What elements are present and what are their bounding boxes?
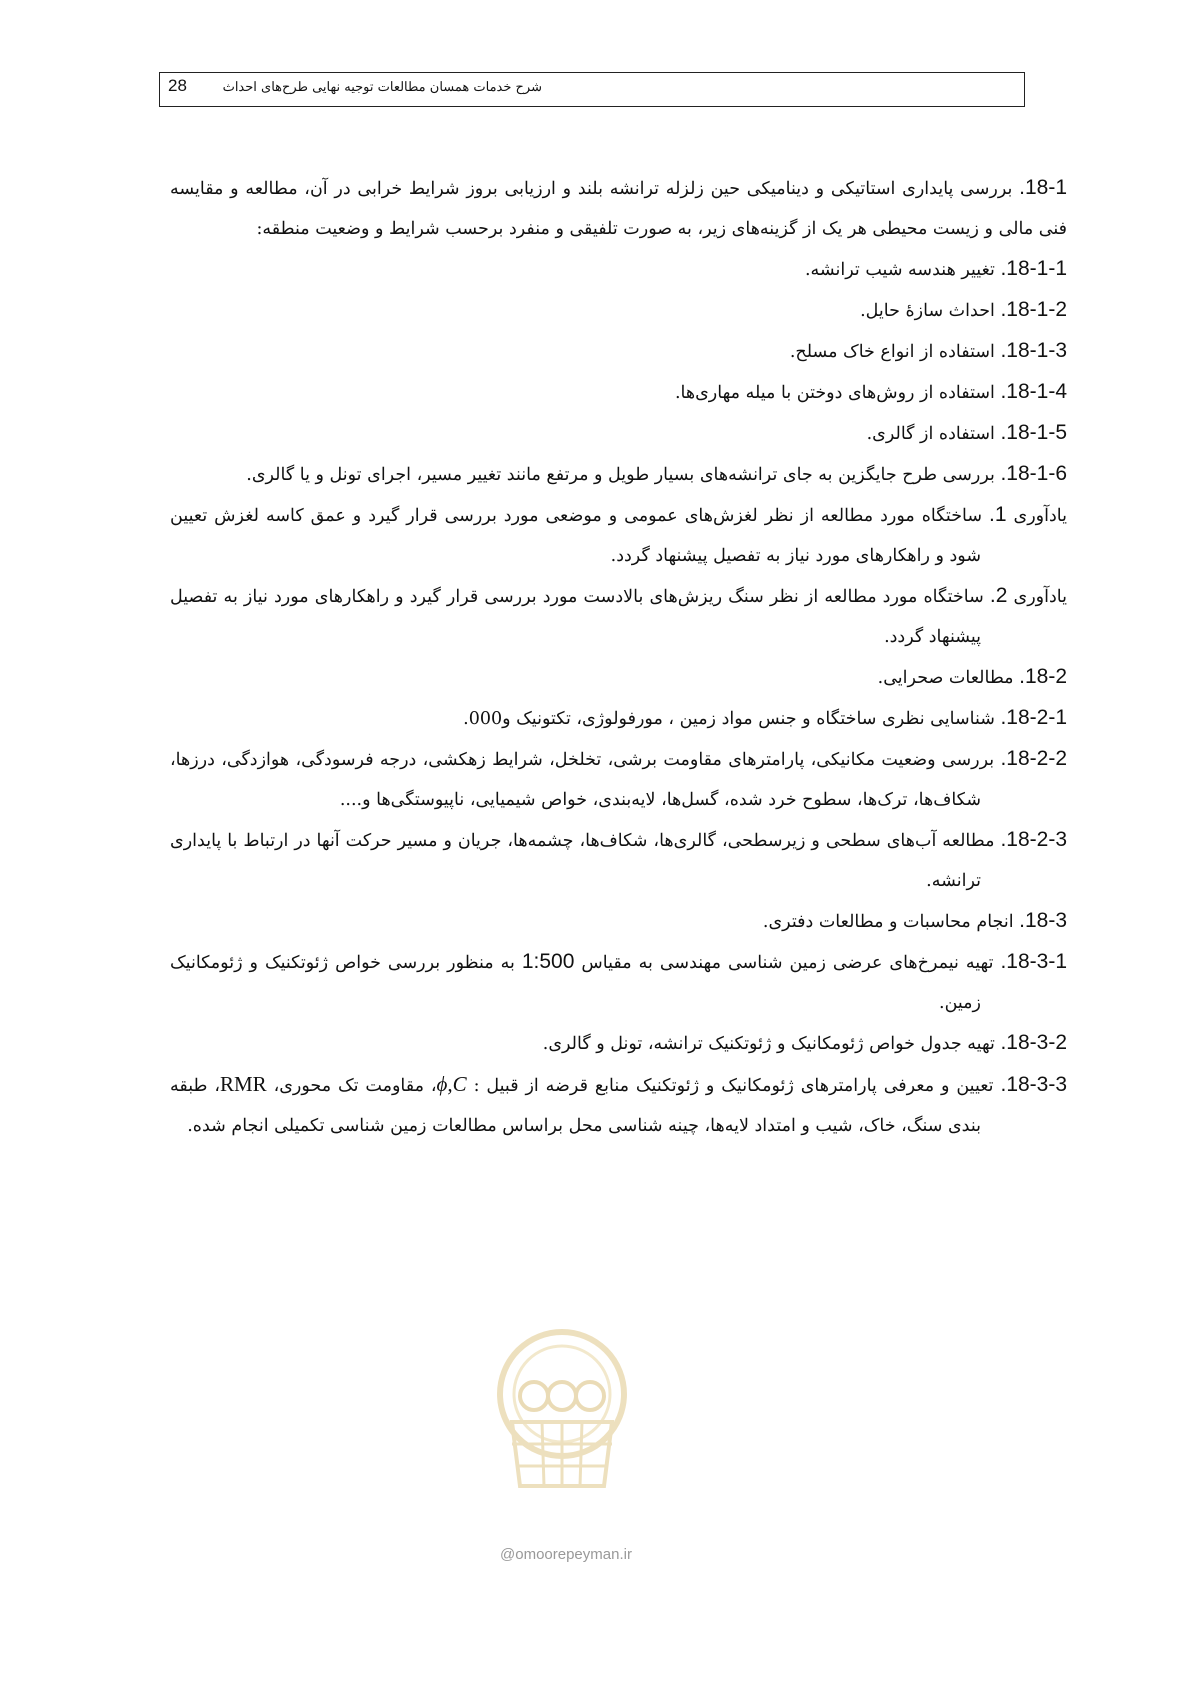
item-number: 18-1-2.: [1000, 298, 1067, 321]
note-text: ساختگاه مورد مطالعه از نظر سنگ ریزش‌های بالادست مورد بررسی قرار گیرد و راهکارهای مورد نیاز به تفصیل پیشنهاد گردد.: [170, 587, 990, 647]
item-text: استفاده از روش‌های دوختن با میله مهاری‌ها.: [674, 383, 1001, 403]
item-text: انجام محاسبات و مطالعات دفتری.: [762, 912, 1020, 932]
watermark-site-label: @omoorepeyman.ir: [500, 1546, 632, 1563]
item-text: تعیین و معرفی پارامترهای ژئومکانیک و ژئوتکنیک منابع قرضه از قبیل :: [466, 1076, 1001, 1096]
item-number: 18-1-3.: [1000, 339, 1067, 362]
item-number: 18-3-1.: [1000, 950, 1067, 973]
item-number: 18-1-5.: [1000, 421, 1067, 444]
note-number: 1.: [989, 503, 1007, 526]
item-text: شناسایی نظری ساختگاه و جنس مواد زمین ، مورفولوژی، تکتونیک و000.: [463, 709, 1001, 729]
item-text: احداث سازهٔ حایل.: [860, 301, 1001, 321]
item-text: استفاده از گالری.: [866, 424, 1001, 444]
section-18-1: [170, 168, 1067, 249]
item-number: 18-3.: [1019, 909, 1067, 932]
item-text: تهیه جدول خواص ژئومکانیک و ژئوتکنیک ترانشه، تونل و گالری.: [542, 1034, 1001, 1054]
item-18-1-2: [170, 290, 1067, 331]
note-text: ساختگاه مورد مطالعه از نظر لغزش‌های عمومی و موضعی مورد بررسی قرار گیرد و عمق کاسه لغزش تعیین شود و راهکارهای مورد نیاز به تفصیل پیشنهاد گردد.: [170, 506, 989, 566]
header-title: شرح خدمات همسان مطالعات توجیه نهایی طرح‌های احداث: [222, 80, 542, 95]
note-label: یادآوری: [1013, 506, 1067, 526]
note-2: [170, 576, 1067, 657]
item-number: 18-1.: [1019, 176, 1067, 199]
item-18-2-3: [170, 820, 1067, 901]
rmr-term: RMR: [220, 1072, 267, 1096]
item-text: تهیه نیمرخ‌های عرضی زمین شناسی مهندسی به مقیاس: [574, 953, 1001, 973]
item-text-end: ، طبقه بندی سنگ، خاک، شیب و امتداد لایه‌ها، چینه شناسی محل براساس مطالعات زمین شناسی تکمیلی انجام شده.: [170, 1076, 981, 1136]
math-symbols: ϕ,C: [436, 1072, 467, 1096]
item-18-1-4: [170, 372, 1067, 413]
item-number: 18-1-4.: [1000, 380, 1067, 403]
section-18-3: [170, 901, 1067, 942]
item-18-3-1: [170, 942, 1067, 1023]
item-text: مطالعات صحرایی.: [877, 668, 1020, 688]
note-1: [170, 495, 1067, 576]
item-number: 18-2-3.: [1000, 828, 1067, 851]
document-body: [170, 168, 1067, 1508]
page-number: 28: [168, 76, 187, 95]
page-header: [159, 72, 1025, 107]
item-18-1-3: [170, 331, 1067, 372]
item-18-3-2: [170, 1023, 1067, 1064]
item-text: بررسی وضعیت مکانیکی، پارامترهای مقاومت برشی، تخلخل، شرایط زهکشی، درجه فرسودگی، هوازدگی، درزها، شکاف‌ها، ترک‌ها، سطوح خرد شده، گسل‌ها، لایه‌بندی، خواص شیمیایی، ناپیوستگی‌ها و....: [170, 750, 1001, 810]
item-number: 18-1-6.: [1000, 462, 1067, 485]
item-number: 18-3-3.: [1000, 1073, 1068, 1096]
scale-value: 1:500: [521, 950, 575, 973]
item-number: 18-2-1.: [1000, 706, 1067, 729]
item-18-1-1: [170, 249, 1067, 290]
item-number: 18-2.: [1019, 665, 1067, 688]
item-number: 18-2-2.: [1000, 747, 1067, 770]
item-18-1-6: [170, 454, 1067, 495]
item-text-continued: به منظور بررسی خواص ژئوتکنیک و ژئومکانیک زمین.: [170, 953, 981, 1013]
item-number: 18-3-2.: [1000, 1031, 1067, 1054]
item-text: مطالعه آب‌های سطحی و زیرسطحی، گالری‌ها، شکاف‌ها، چشمه‌ها، جریان و مسیر حرکت آنها در ارتباط با پایداری ترانشه.: [170, 831, 1001, 891]
item-text: بررسی طرح جایگزین به جای ترانشه‌های بسیار طویل و مرتفع مانند تغییر مسیر، اجرای تونل و یا گالری.: [246, 465, 1001, 485]
note-label: یادآوری: [1013, 587, 1067, 607]
item-text: بررسی پایداری استاتیکی و دینامیکی حین زلزله ترانشه بلند و ارزیابی بروز شرایط خرابی در آن، مطالعه و مقایسه فنی مالی و زیست محیطی هر یک از گزینه‌های زیر، به صورت تلفیقی و منفرد برحسب شرایط و وضعیت منطقه:: [170, 179, 1067, 239]
item-text: تغییر هندسه شیب ترانشه.: [804, 260, 1001, 280]
item-number: 18-1-1.: [1000, 257, 1067, 280]
item-18-2-2: [170, 739, 1067, 820]
note-number: 2.: [989, 584, 1008, 607]
item-text: استفاده از انواع خاک مسلح.: [789, 342, 1001, 362]
section-18-2: [170, 657, 1067, 698]
item-18-2-1: [170, 698, 1067, 739]
watermark-logo: [482, 1326, 642, 1496]
item-18-3-3: [170, 1064, 1067, 1146]
item-text-continued: ، مقاومت تک محوری،: [266, 1076, 437, 1096]
item-18-1-5: [170, 413, 1067, 454]
